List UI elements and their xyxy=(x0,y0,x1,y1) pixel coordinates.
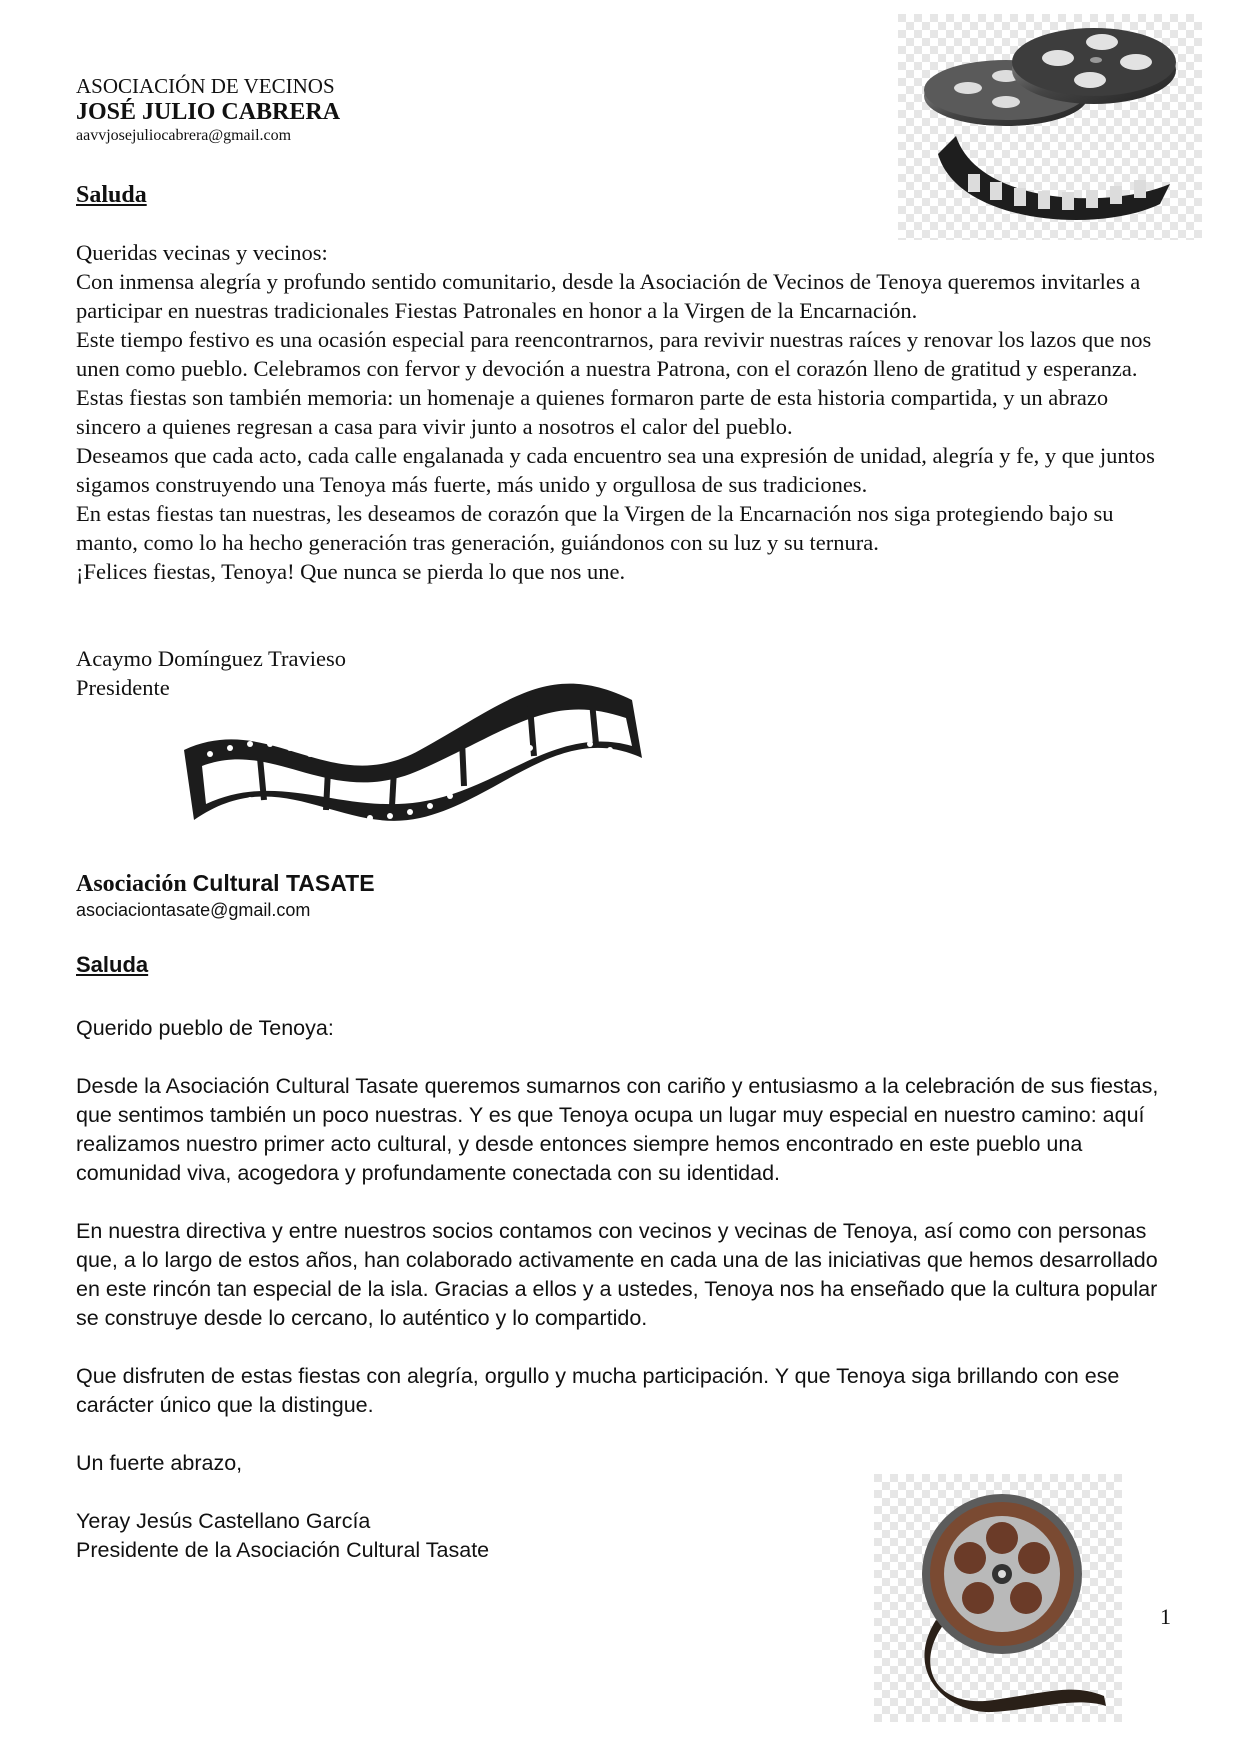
page-number: 1 xyxy=(1160,1604,1171,1629)
paragraph: Queridas vecinas y vecinos: xyxy=(76,240,328,265)
org-name: JOSÉ JULIO CABRERA xyxy=(76,99,341,125)
letter-body xyxy=(76,238,1176,586)
paragraph: Querido pueblo de Tenoya: xyxy=(76,1016,334,1040)
signer-role: Presidente de la Asociación Cultural Tasate xyxy=(76,1538,490,1562)
signer-name: Yeray Jesús Castellano García xyxy=(76,1509,371,1533)
paragraph: Con inmensa alegría y profundo sentido comunitario, desde la Asociación de Vecinos de Tenoya queremos invitarles a participar en nuestras tradicionales Fiestas Patronales en honor a la Virgen de la Encarnación. xyxy=(76,269,1141,323)
org-line: ASOCIACIÓN DE VECINOS xyxy=(76,74,335,98)
signer-role: Presidente xyxy=(76,675,170,700)
paragraph: Desde la Asociación Cultural Tasate queremos sumarnos con cariño y entusiasmo a la celebración de sus fiestas, que sentimos también un poco nuestras. Y es que Tenoya ocupa un lugar muy especial en nuestro camino: aquí realizamos nuestro primer acto cultural, y desde entonces siempre hemos encontrado en este pueblo una comunidad viva, acogedora y profundamente conectada con su identidad. xyxy=(76,1074,1159,1185)
paragraph: En nuestra directiva y entre nuestros socios contamos con vecinos y vecinas de Tenoya, así como con personas que, a lo largo de estos años, han colaborado activamente en cada una de las iniciativas que hemos desarrollado en este rincón tan especial de la isla. Gracias a ellos y a ustedes, Tenoya nos ha enseñado que la cultura popular se construye desde lo cercano, lo auténtico y lo compartido. xyxy=(76,1219,1158,1330)
filmstrip-image xyxy=(180,640,650,840)
org-title xyxy=(76,868,1166,899)
saluda-heading: Saluda xyxy=(76,182,147,208)
signer-name: Acaymo Domínguez Travieso xyxy=(76,646,346,671)
org-email: asociaciontasate@gmail.com xyxy=(76,900,311,920)
paragraph: Que disfruten de estas fiestas con alegría, orgullo y mucha participación. Y que Tenoya siga brillando con ese carácter único que la distingue. xyxy=(76,1364,1120,1417)
org-name: Cultural TASATE xyxy=(192,870,375,896)
paragraph: Estas fiestas son también memoria: un homenaje a quienes formaron parte de esta historia compartida, y un abrazo sincero a quienes regresan a casa para vivir junto a nosotros el calor del pueblo. xyxy=(76,385,1109,439)
film-reel-image xyxy=(874,1474,1122,1722)
film-reels-image xyxy=(898,14,1202,240)
section-tasate xyxy=(76,868,1166,1562)
paragraph: En estas fiestas tan nuestras, les deseamos de corazón que la Virgen de la Encarnación nos siga protegiendo bajo su manto, como lo ha hecho generación tras generación, guiándonos con su luz y su ternura. xyxy=(76,501,1114,555)
paragraph: Este tiempo festivo es una ocasión especial para reencontrarnos, para revivir nuestras raíces y renovar los lazos que nos unen como pueblo. Celebramos con fervor y devoción a nuestra Patrona, con el corazón lleno de gratitud y esperanza. xyxy=(76,327,1152,381)
org-email: aavvjosejuliocabrera@gmail.com xyxy=(76,127,292,144)
saluda-heading: Saluda xyxy=(76,952,149,977)
paragraph: Un fuerte abrazo, xyxy=(76,1451,243,1475)
org-word: Asociación xyxy=(76,871,187,897)
paragraph: Deseamos que cada acto, cada calle engalanada y cada encuentro sea una expresión de unidad, alegría y fe, y que juntos sigamos construyendo una Tenoya más fuerte, más unido y orgullosa de sus tradiciones. xyxy=(76,443,1155,497)
paragraph: ¡Felices fiestas, Tenoya! Que nunca se pierda lo que nos une. xyxy=(76,559,626,584)
